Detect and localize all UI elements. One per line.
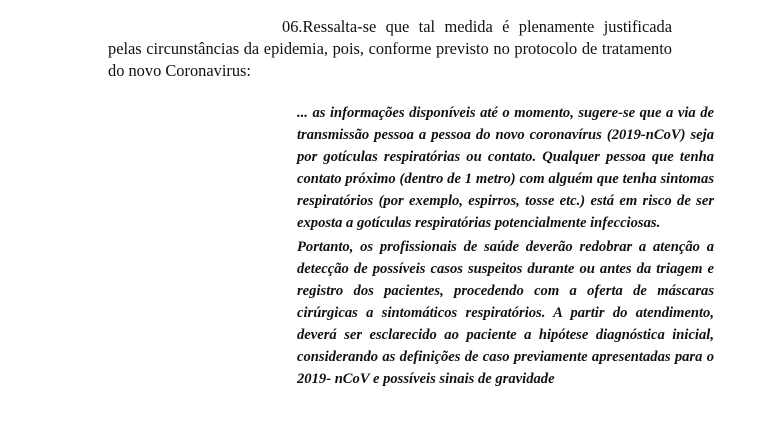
quote-line: detecção de possíveis casos suspeitos durante ou antes da triagem e [297,261,714,277]
quote-line: Portanto, os profissionais de saúde deverão redobrar a atenção a [297,239,714,255]
quote-line: respiratórios (por exemplo, espirros, tosse etc.) está em risco de ser [297,193,714,209]
quote-line: registro dos pacientes, procedendo com a oferta de máscaras [297,283,714,299]
paragraph-06: 06.Ressalta-se que tal medida é plenamente justificada pelas circunstâncias da epidemia, pois, conforme previsto no protocolo de tratamento do novo Coronavirus: [108,17,672,80]
quote-block-transmission [297,102,714,234]
quote-line: por gotículas respiratórias ou contato. Qualquer pessoa que tenha [297,149,714,165]
quote-line: deverá ser esclarecido ao paciente a hipótese diagnóstica inicial, [297,327,714,343]
quote-line: exposta a gotículas respiratórias potencialmente infecciosas. [297,215,661,231]
quote-block-professionals [297,236,714,390]
quote-line: ... as informações disponíveis até o momento, sugere-se que a via de [297,105,714,121]
quote-line: cirúrgicas a sintomáticos respiratórios. A partir do atendimento, [297,305,714,321]
quote-line: transmissão pessoa a pessoa do novo coronavírus (2019-nCoV) seja [297,127,714,143]
quote-line: 2019- nCoV e possíveis sinais de gravidade [297,371,555,387]
quote-line: contato próximo (dentro de 1 metro) com alguém que tenha sintomas [297,171,714,187]
quote-line: considerando as definições de caso previamente apresentadas para o [297,349,714,365]
